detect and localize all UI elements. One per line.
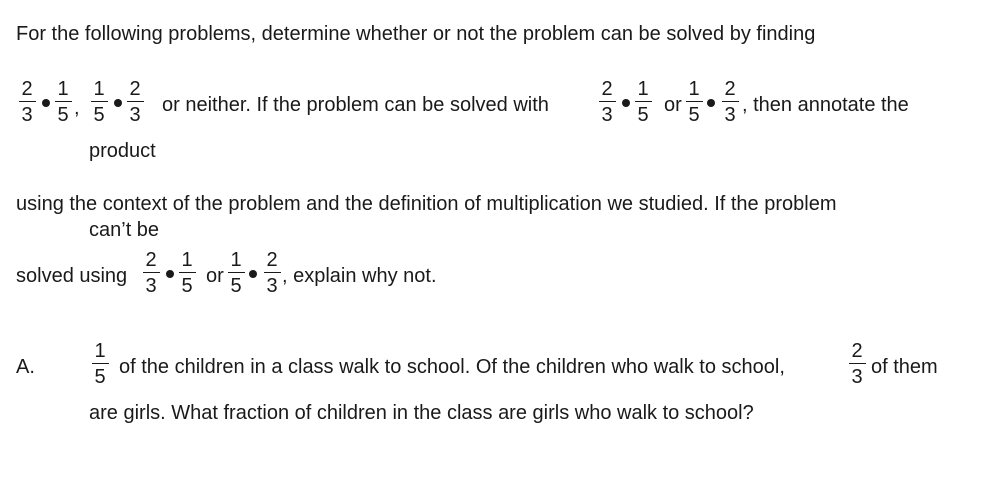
problem-a-text-2: of them [871, 356, 938, 378]
fraction-one-fifth: 1 5 [177, 250, 197, 296]
comma: , [74, 97, 80, 119]
fraction-one-fifth: 1 5 [226, 250, 246, 296]
intro-line-5: can’t be [89, 219, 160, 241]
problem-a-text-1: of the children in a class walk to school. Of the children who walk to school, [119, 356, 785, 378]
fraction-one-fifth: 1 5 [684, 79, 704, 125]
intro-line-2-end: , then annotate the [742, 94, 909, 116]
fraction-two-thirds: 2 3 [17, 79, 37, 125]
problem-a-text-3: are girls. What fraction of children in the class are girls who walk to school? [89, 402, 754, 424]
multiplication-dot [707, 99, 715, 107]
multiplication-dot [249, 270, 257, 278]
fraction-two-thirds: 2 3 [720, 79, 740, 125]
or-text: or [206, 265, 224, 287]
intro-line-4: using the context of the problem and the definition of multiplication we studied. If the problem [16, 193, 837, 215]
fraction-two-thirds: 2 3 [597, 79, 617, 125]
problem-a-label: A. [16, 356, 35, 378]
fraction-two-thirds: 2 3 [847, 341, 867, 387]
intro-line-6-start: solved using [16, 265, 128, 287]
fraction-two-thirds: 2 3 [125, 79, 145, 125]
multiplication-dot [166, 270, 174, 278]
multiplication-dot [622, 99, 630, 107]
intro-line-6-end: , explain why not. [282, 265, 437, 287]
or-text: or [664, 94, 682, 116]
fraction-one-fifth: 1 5 [53, 79, 73, 125]
intro-line-3: product [89, 140, 156, 162]
fraction-two-thirds: 2 3 [262, 250, 282, 296]
intro-line-1: For the following problems, determine whether or not the problem can be solved by finding [16, 23, 816, 45]
multiplication-dot [42, 99, 50, 107]
fraction-one-fifth: 1 5 [90, 341, 110, 387]
fraction-two-thirds: 2 3 [141, 250, 161, 296]
multiplication-dot [114, 99, 122, 107]
intro-line-2-middle: or neither. If the problem can be solved with [162, 94, 549, 116]
fraction-one-fifth: 1 5 [633, 79, 653, 125]
fraction-one-fifth: 1 5 [89, 79, 109, 125]
